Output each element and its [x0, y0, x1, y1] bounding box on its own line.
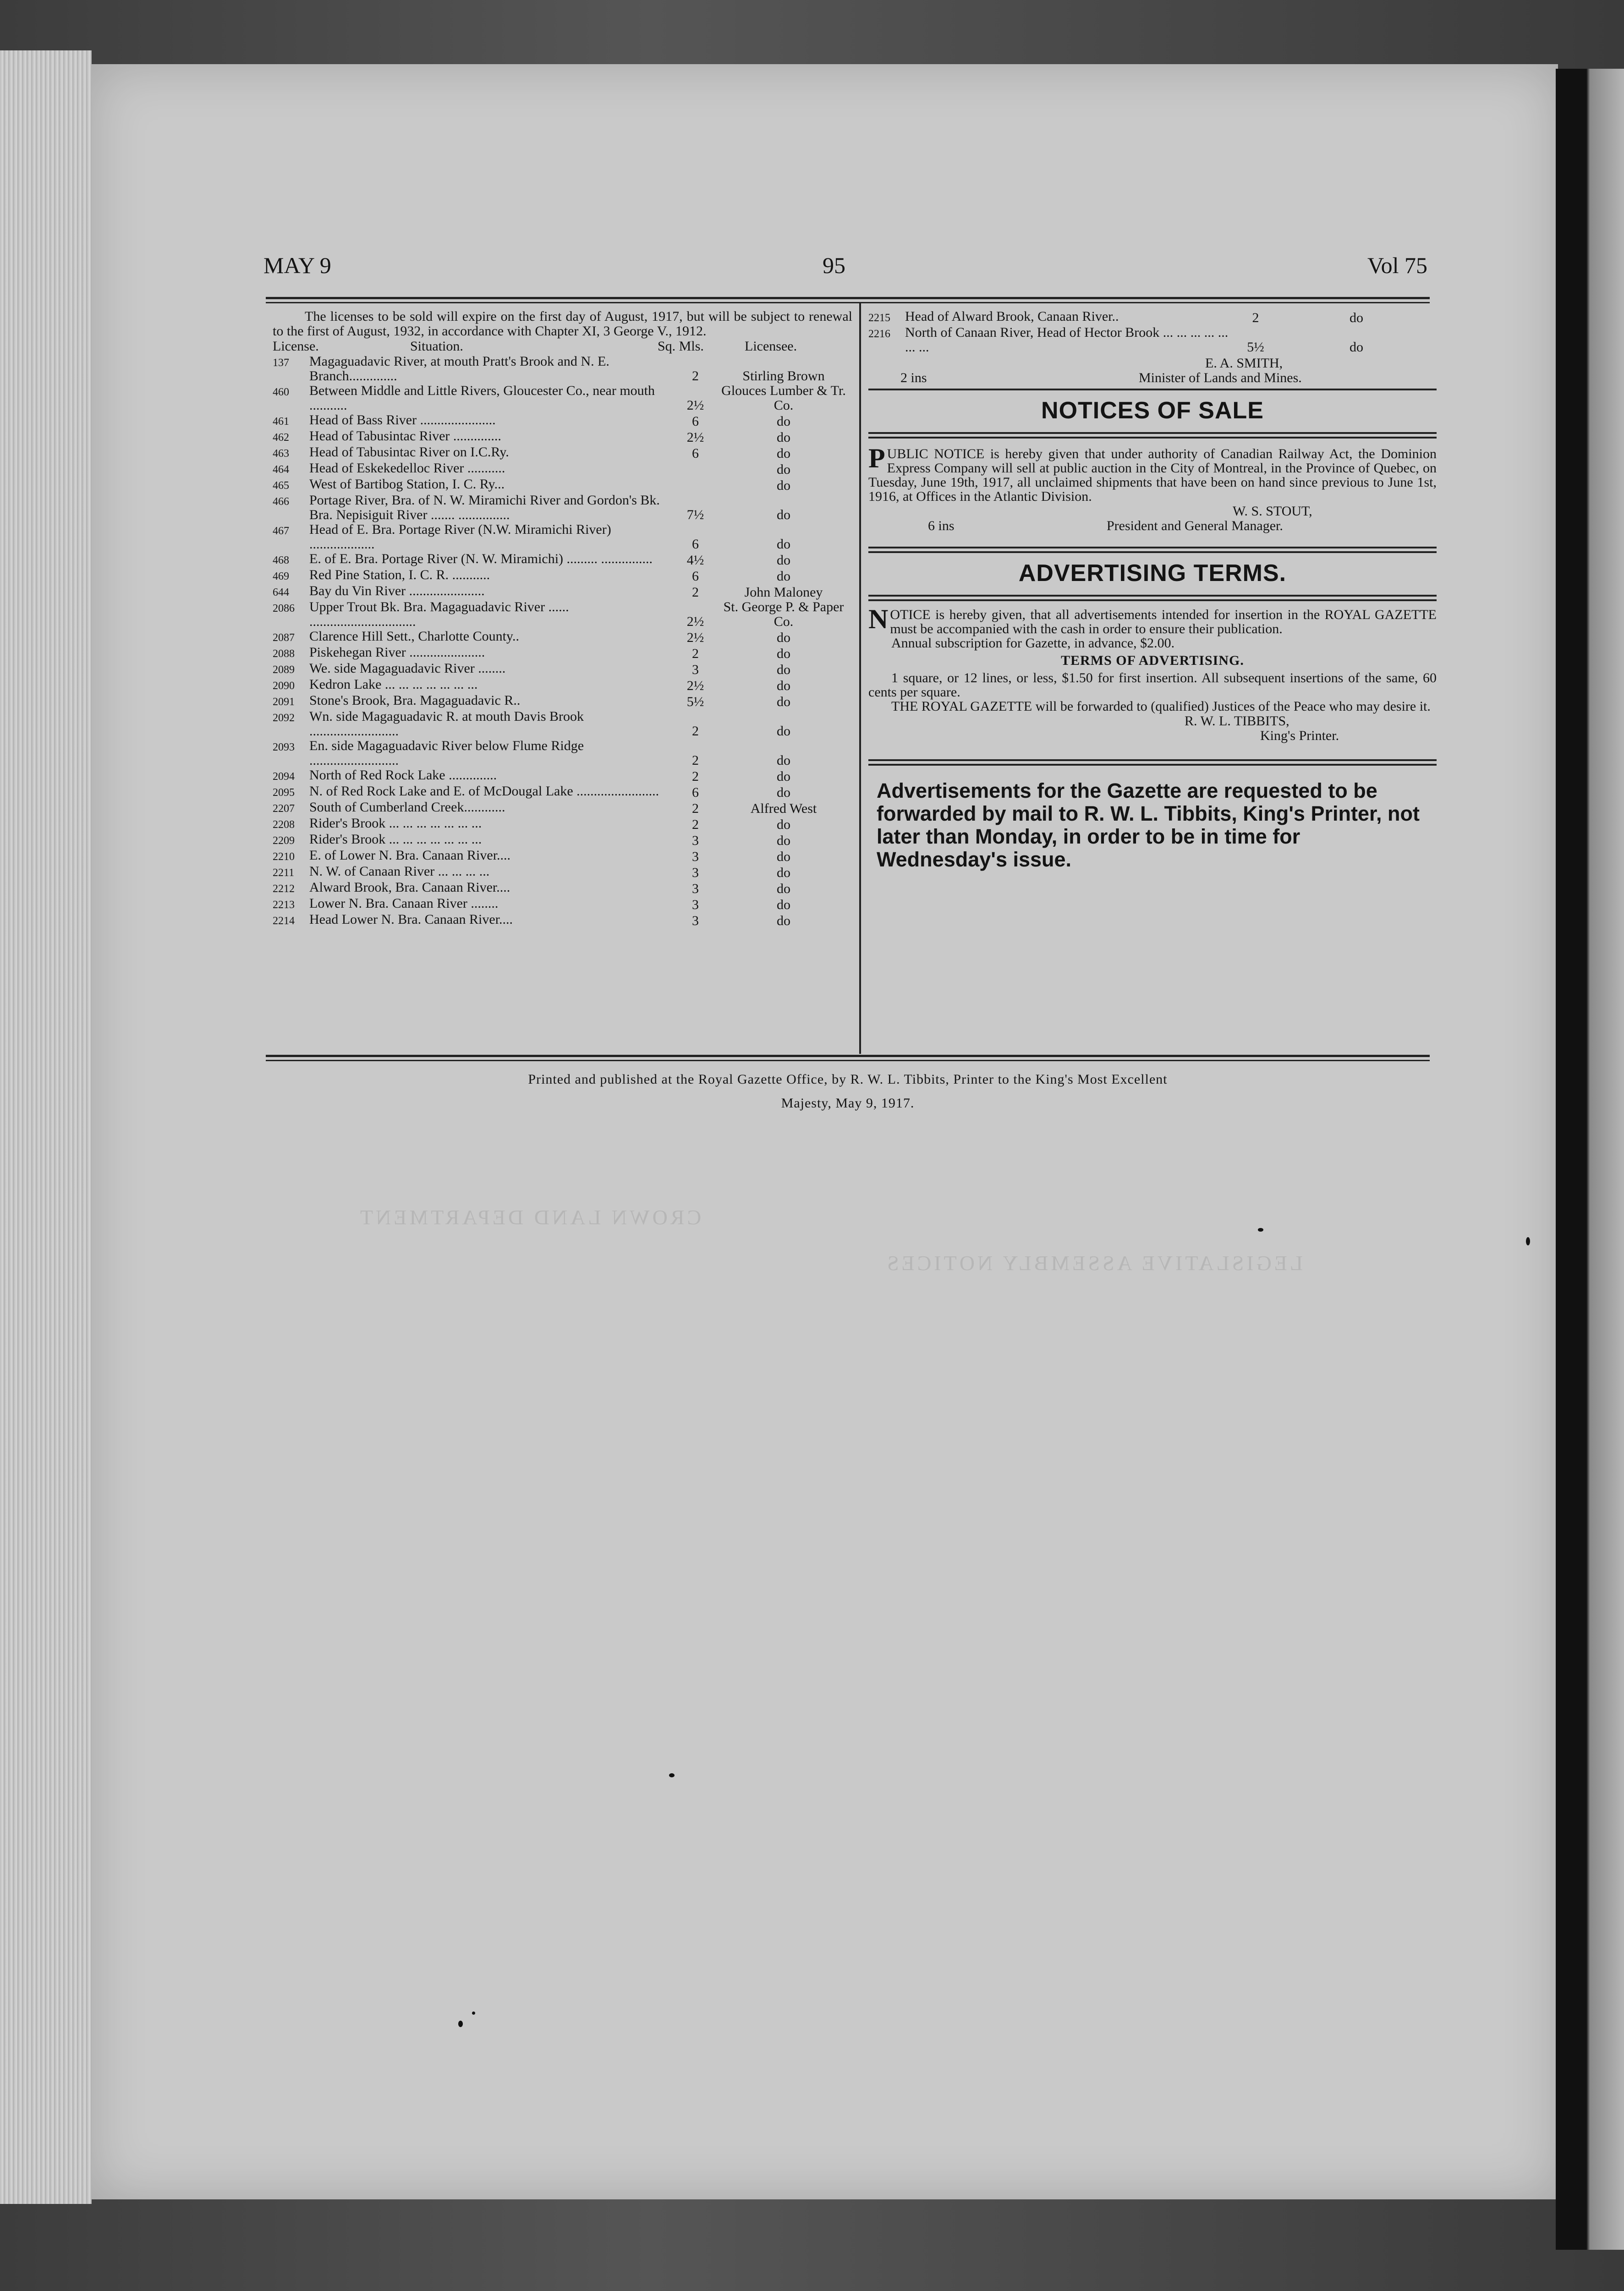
license-sq-mls: 2: [692, 368, 699, 384]
rule: [868, 764, 1437, 766]
licensee-name: do: [777, 753, 790, 768]
license-situation: Bay du Vin River ......................: [309, 583, 485, 598]
license-number: 463: [273, 448, 289, 460]
left-column: [273, 309, 852, 928]
licensee-name: do: [777, 897, 790, 912]
license-situation: North of Red Rock Lake ..............: [309, 767, 497, 783]
license-sq-mls: 2: [1252, 310, 1259, 325]
book-page-edges: [0, 50, 92, 2204]
license-intro: The licenses to be sold will expire on the first day of August, 1917, but will be subject to renewal to the first of August, 1932, in accordance with Chapter XI, 3 George V., 1912.: [273, 309, 852, 339]
license-number: 2092: [273, 712, 295, 724]
rule: [868, 595, 1437, 597]
advertising-notice-text: OTICE is hereby given, that all advertisements intended for insertion in the ROYAL GAZETTE must be accompanied with the cash in order to ensure their publication.: [890, 607, 1437, 636]
license-number: 2207: [273, 803, 295, 815]
license-sq-mls: 6: [692, 569, 699, 584]
notice-signer: W. S. STOUT,: [1233, 504, 1312, 519]
licensee-name: do: [777, 769, 790, 784]
license-sq-mls: 3: [692, 913, 699, 928]
rule: [868, 389, 1437, 390]
license-situation: Head of Eskekedelloc River ...........: [309, 460, 505, 476]
license-situation: Between Middle and Little Rivers, Gloucester Co., near mouth ...........: [309, 383, 655, 413]
licensee-name: do: [777, 478, 790, 493]
notice-dropcap: P: [868, 443, 885, 473]
license-number: 137: [273, 357, 289, 369]
license-sq-mls: [676, 461, 715, 477]
license-situation: Magaguadavic River, at mouth Pratt's Brook and N. E. Branch..............: [309, 354, 609, 384]
license-sq-mls: 6: [692, 414, 699, 429]
license-sq-mls: 3: [692, 897, 699, 912]
license-situation: En. side Magaguadavic River below Flume Ridge ..........................: [309, 738, 584, 768]
dust-speck: [1526, 1237, 1530, 1245]
license-sq-mls: 2½: [686, 398, 704, 413]
license-situation: South of Cumberland Creek............: [309, 800, 505, 815]
minister-name: E. A. SMITH,: [1205, 356, 1283, 371]
situation-header: Situation.: [410, 339, 463, 354]
license-number: 2088: [273, 648, 295, 660]
licensee-name: do: [777, 678, 790, 693]
license-row: [273, 693, 852, 709]
license-row: [273, 784, 852, 800]
licensee-name: do: [1350, 340, 1363, 355]
license-situation: Portage River, Bra. of N. W. Miramichi River and Gordon's Bk. Bra. Nepisiguit River ....... ...............: [309, 493, 660, 522]
license-situation: Stone's Brook, Bra. Magaguadavic R..: [309, 693, 521, 708]
license-row: [273, 896, 852, 912]
license-situation: Piskehegan River ......................: [309, 645, 485, 660]
license-situation: Rider's Brook ... ... ... ... ... ... ...: [309, 832, 482, 847]
license-sq-mls: 7½: [686, 507, 704, 522]
license-situation: Head of Bass River ......................: [309, 412, 496, 428]
license-sq-mls: 2: [692, 769, 699, 784]
license-row: [273, 768, 852, 784]
printer-title: King's Printer.: [1260, 728, 1339, 743]
licensee-name: do: [777, 662, 790, 677]
advertising-dropcap: N: [868, 604, 889, 634]
licensee-name: do: [777, 865, 790, 880]
license-row: [273, 354, 852, 384]
bleed-through-text: [321, 1191, 1421, 1329]
license-row: [273, 832, 852, 848]
license-sq-mls: 4½: [686, 553, 704, 568]
license-sq-mls: 2½: [686, 430, 704, 445]
rule: [868, 759, 1437, 761]
license-header: License.: [273, 339, 319, 354]
license-sq-mls: 6: [692, 537, 699, 552]
license-sq-mls: 2: [692, 801, 699, 816]
running-head: [263, 252, 1427, 284]
issue-date: MAY 9: [263, 252, 331, 278]
advertising-terms-title: ADVERTISING TERMS.: [1018, 560, 1287, 586]
license-row: [273, 709, 852, 739]
license-sq-mls: 3: [692, 662, 699, 677]
licensee-name: do: [777, 507, 790, 522]
licensee-name: do: [1350, 310, 1363, 325]
license-number: 2091: [273, 696, 295, 708]
license-number: 2095: [273, 787, 295, 799]
license-sq-mls: 3: [692, 849, 699, 864]
justices-notice: THE ROYAL GAZETTE will be forwarded to (qualified) Justices of the Peace who may desire it.: [891, 699, 1431, 714]
license-situation: North of Canaan River, Head of Hector Brook ... ... ... ... ... ... ...: [905, 325, 1229, 355]
licensee-name: St. George P. & Paper Co.: [723, 599, 844, 629]
license-sq-mls: 2: [692, 723, 699, 739]
license-column-headers: [273, 339, 852, 354]
notices-of-sale-title: NOTICES OF SALE: [1041, 397, 1264, 424]
licensee-name: do: [777, 537, 790, 552]
license-sq-mls: 2: [692, 646, 699, 661]
license-sq-mls: 2½: [686, 614, 704, 629]
terms-of-advertising-title: TERMS OF ADVERTISING.: [1061, 653, 1244, 668]
license-number: 2210: [273, 851, 295, 863]
license-signature-name-row: [868, 356, 1437, 370]
licensee-name: do: [777, 630, 790, 645]
license-situation: Alward Brook, Bra. Canaan River....: [309, 880, 510, 895]
licensee-name: do: [777, 881, 790, 896]
license-row: [273, 848, 852, 864]
licensee-name: Glouces Lumber & Tr. Co.: [721, 383, 846, 413]
licensee-name: do: [777, 817, 790, 832]
license-situation: West of Bartibog Station, I. C. Ry...: [309, 477, 505, 492]
top-rule: [266, 297, 1430, 303]
license-row: [273, 384, 852, 413]
license-situation: Head Lower N. Bra. Canaan River....: [309, 912, 513, 927]
license-situation: Head of Tabusintac River ..............: [309, 428, 501, 444]
rule: [868, 551, 1437, 553]
license-row: [273, 413, 852, 429]
license-situation: Lower N. Bra. Canaan River ........: [309, 896, 499, 911]
license-row: [273, 739, 852, 768]
subscription-rate: Annual subscription for Gazette, in advance, $2.00.: [891, 636, 1175, 651]
license-number: 2215: [868, 312, 890, 324]
license-number: 2087: [273, 632, 295, 644]
notice-signer-title: President and General Manager.: [1107, 518, 1283, 533]
license-row: [273, 677, 852, 693]
license-row: [273, 645, 852, 661]
advertising-rates: 1 square, or 12 lines, or less, $1.50 for first insertion. All subsequent insertions of the same, 60 cents per square.: [868, 670, 1437, 700]
license-row: [273, 600, 852, 629]
imprint-line-2: Majesty, May 9, 1917.: [781, 1096, 915, 1111]
mail-advertisements-callout: Advertisements for the Gazette are requested to be forwarded by mail to R. W. L. Tibbits, King's Printer, not later than Monday, in order to be in time for Wednesday's issue.: [877, 779, 1420, 871]
imprint-line-1: Printed and published at the Royal Gazette Office, by R. W. L. Tibbits, Printer to the King's Most Excellent: [528, 1072, 1168, 1087]
advertising-notice-body: [868, 604, 1437, 636]
license-row: [868, 325, 1437, 355]
license-situation: We. side Magaguadavic River ........: [309, 661, 506, 676]
license-sq-mls: [676, 477, 715, 493]
dust-speck: [472, 2011, 475, 2015]
printer-title-row: [868, 728, 1437, 743]
license-sq-mls: 3: [692, 833, 699, 848]
licensee-name: do: [777, 446, 790, 461]
license-number: 462: [273, 432, 289, 444]
licensee-name: do: [777, 913, 790, 928]
licensee-name: do: [777, 723, 790, 739]
license-row: [273, 661, 852, 677]
license-row: [273, 584, 852, 600]
licensee-name: do: [777, 462, 790, 477]
rule: [868, 437, 1437, 438]
license-number: 2089: [273, 664, 295, 676]
license-situation: Upper Trout Bk. Bra. Magaguadavic River ...... ...............................: [309, 599, 569, 629]
license-number: 2090: [273, 680, 295, 692]
licensee-name: Alfred West: [750, 801, 817, 816]
licensee-name: do: [777, 414, 790, 429]
minister-title: Minister of Lands and Mines.: [1139, 370, 1302, 385]
rule: [868, 432, 1437, 434]
notice-signer-title-row: [868, 518, 1437, 533]
license-number: 460: [273, 386, 289, 398]
license-number: 2094: [273, 771, 295, 783]
license-number: 2093: [273, 741, 295, 753]
license-number: 2086: [273, 603, 295, 614]
license-number: 461: [273, 416, 289, 428]
licensee-header: Licensee.: [745, 339, 797, 354]
license-sq-mls: 6: [692, 446, 699, 461]
licensee-name: do: [777, 430, 790, 445]
license-row: [273, 629, 852, 645]
license-number: 644: [273, 586, 289, 598]
license-number: 2211: [273, 867, 295, 879]
license-signature-title-row: [868, 370, 1437, 385]
licensee-name: do: [777, 569, 790, 584]
license-number: 468: [273, 554, 289, 566]
license-row: [273, 912, 852, 928]
license-number: 464: [273, 464, 289, 476]
license-row: [273, 445, 852, 461]
license-sq-mls: 2: [692, 585, 699, 600]
license-sq-mls: 5½: [1247, 340, 1264, 355]
license-row: [273, 461, 852, 477]
license-row: [273, 477, 852, 493]
volume-number: Vol 75: [1367, 252, 1427, 278]
rule: [868, 547, 1437, 548]
license-number: 2216: [868, 328, 890, 340]
bleed-through-right: LEGISLATIVE ASSEMBLY NOTICES: [884, 1251, 1303, 1275]
license-situation: Head of E. Bra. Portage River (N.W. Miramichi River) ...................: [309, 522, 611, 552]
licensee-name: John Maloney: [744, 585, 823, 600]
license-sq-mls: 3: [692, 865, 699, 880]
sq-mls-header: Sq. Mls.: [658, 339, 704, 354]
license-situation: Wn. side Magaguadavic R. at mouth Davis Brook ..........................: [309, 709, 584, 739]
license-number: 2214: [273, 915, 295, 927]
licensee-name: Stirling Brown: [742, 368, 825, 384]
licensee-name: do: [777, 553, 790, 568]
rule: [868, 599, 1437, 601]
license-row: [273, 880, 852, 896]
license-situation: Head of Alward Brook, Canaan River..: [905, 309, 1119, 324]
license-number: 2208: [273, 819, 295, 831]
license-sq-mls: 2½: [686, 678, 704, 693]
license-number: 465: [273, 480, 289, 492]
bottom-rule: [266, 1055, 1430, 1061]
license-number: 467: [273, 525, 289, 537]
dust-speck: [1258, 1228, 1263, 1232]
license-row: [273, 552, 852, 568]
license-row: [273, 493, 852, 522]
license-number: 2209: [273, 835, 295, 847]
license-situation: Kedron Lake ... ... ... ... ... ... ...: [309, 677, 478, 692]
license-sq-mls: 6: [692, 785, 699, 800]
column-divider: [859, 302, 861, 1054]
bleed-through-left: CROWN LAND DEPARTMENT: [357, 1206, 702, 1229]
notice-of-sale-body: [868, 443, 1437, 504]
license-sq-mls: 2: [692, 817, 699, 832]
licensee-name: do: [777, 833, 790, 848]
license-situation: Rider's Brook ... ... ... ... ... ... ...: [309, 816, 482, 831]
license-row: [273, 568, 852, 584]
licensee-name: do: [777, 849, 790, 864]
printer-signer-row: [868, 713, 1437, 728]
license-situation: E. of E. Bra. Portage River (N. W. Miramichi) ......... ...............: [309, 551, 653, 566]
imprint-footer: [321, 1068, 1375, 1115]
license-row: [868, 309, 1437, 325]
license-sq-mls: 5½: [686, 694, 704, 709]
notice-of-sale-text: UBLIC NOTICE is hereby given that under authority of Canadian Railway Act, the Dominion Express Company will sell at public auction in the City of Montreal, in the Province of Quebec, on Tuesday, June 19th, 1917, all unclaimed shipments that have been on hand since previous to June 1st, 1916, at Offices in the Atlantic Division.: [868, 446, 1437, 504]
notice-insertions: 6 ins: [928, 518, 955, 533]
license-insertions: 2 ins: [900, 370, 927, 385]
dust-speck: [669, 1773, 675, 1777]
license-situation: Head of Tabusintac River on I.C.Ry.: [309, 444, 509, 460]
license-situation: N. W. of Canaan River ... ... ... ...: [309, 864, 490, 879]
license-row: [273, 816, 852, 832]
licensee-name: do: [777, 785, 790, 800]
license-sq-mls: 2½: [686, 630, 704, 645]
license-situation: Clarence Hill Sett., Charlotte County..: [309, 629, 519, 644]
license-sq-mls: 3: [692, 881, 699, 896]
licensee-name: do: [777, 646, 790, 661]
license-number: 2213: [273, 899, 295, 911]
license-number: 2212: [273, 883, 295, 895]
printer-signer: R. W. L. TIBBITS,: [1185, 713, 1289, 729]
facing-page-edge: [1556, 69, 1624, 2250]
license-row: [273, 429, 852, 445]
license-number: 469: [273, 570, 289, 582]
license-table-continued: [868, 309, 1437, 355]
license-row: [273, 522, 852, 552]
dust-speck: [458, 2021, 463, 2027]
license-situation: Red Pine Station, I. C. R. ...........: [309, 567, 490, 582]
license-number: 466: [273, 496, 289, 508]
license-row: [273, 800, 852, 816]
license-situation: E. of Lower N. Bra. Canaan River....: [309, 848, 511, 863]
license-row: [273, 864, 852, 880]
right-column: [868, 309, 1437, 871]
license-table: [273, 354, 852, 928]
license-sq-mls: 2: [692, 753, 699, 768]
licensee-name: do: [777, 694, 790, 709]
license-situation: N. of Red Rock Lake and E. of McDougal Lake ........................: [309, 784, 659, 799]
notice-signer-row: [868, 504, 1437, 518]
page-number: 95: [823, 252, 845, 278]
